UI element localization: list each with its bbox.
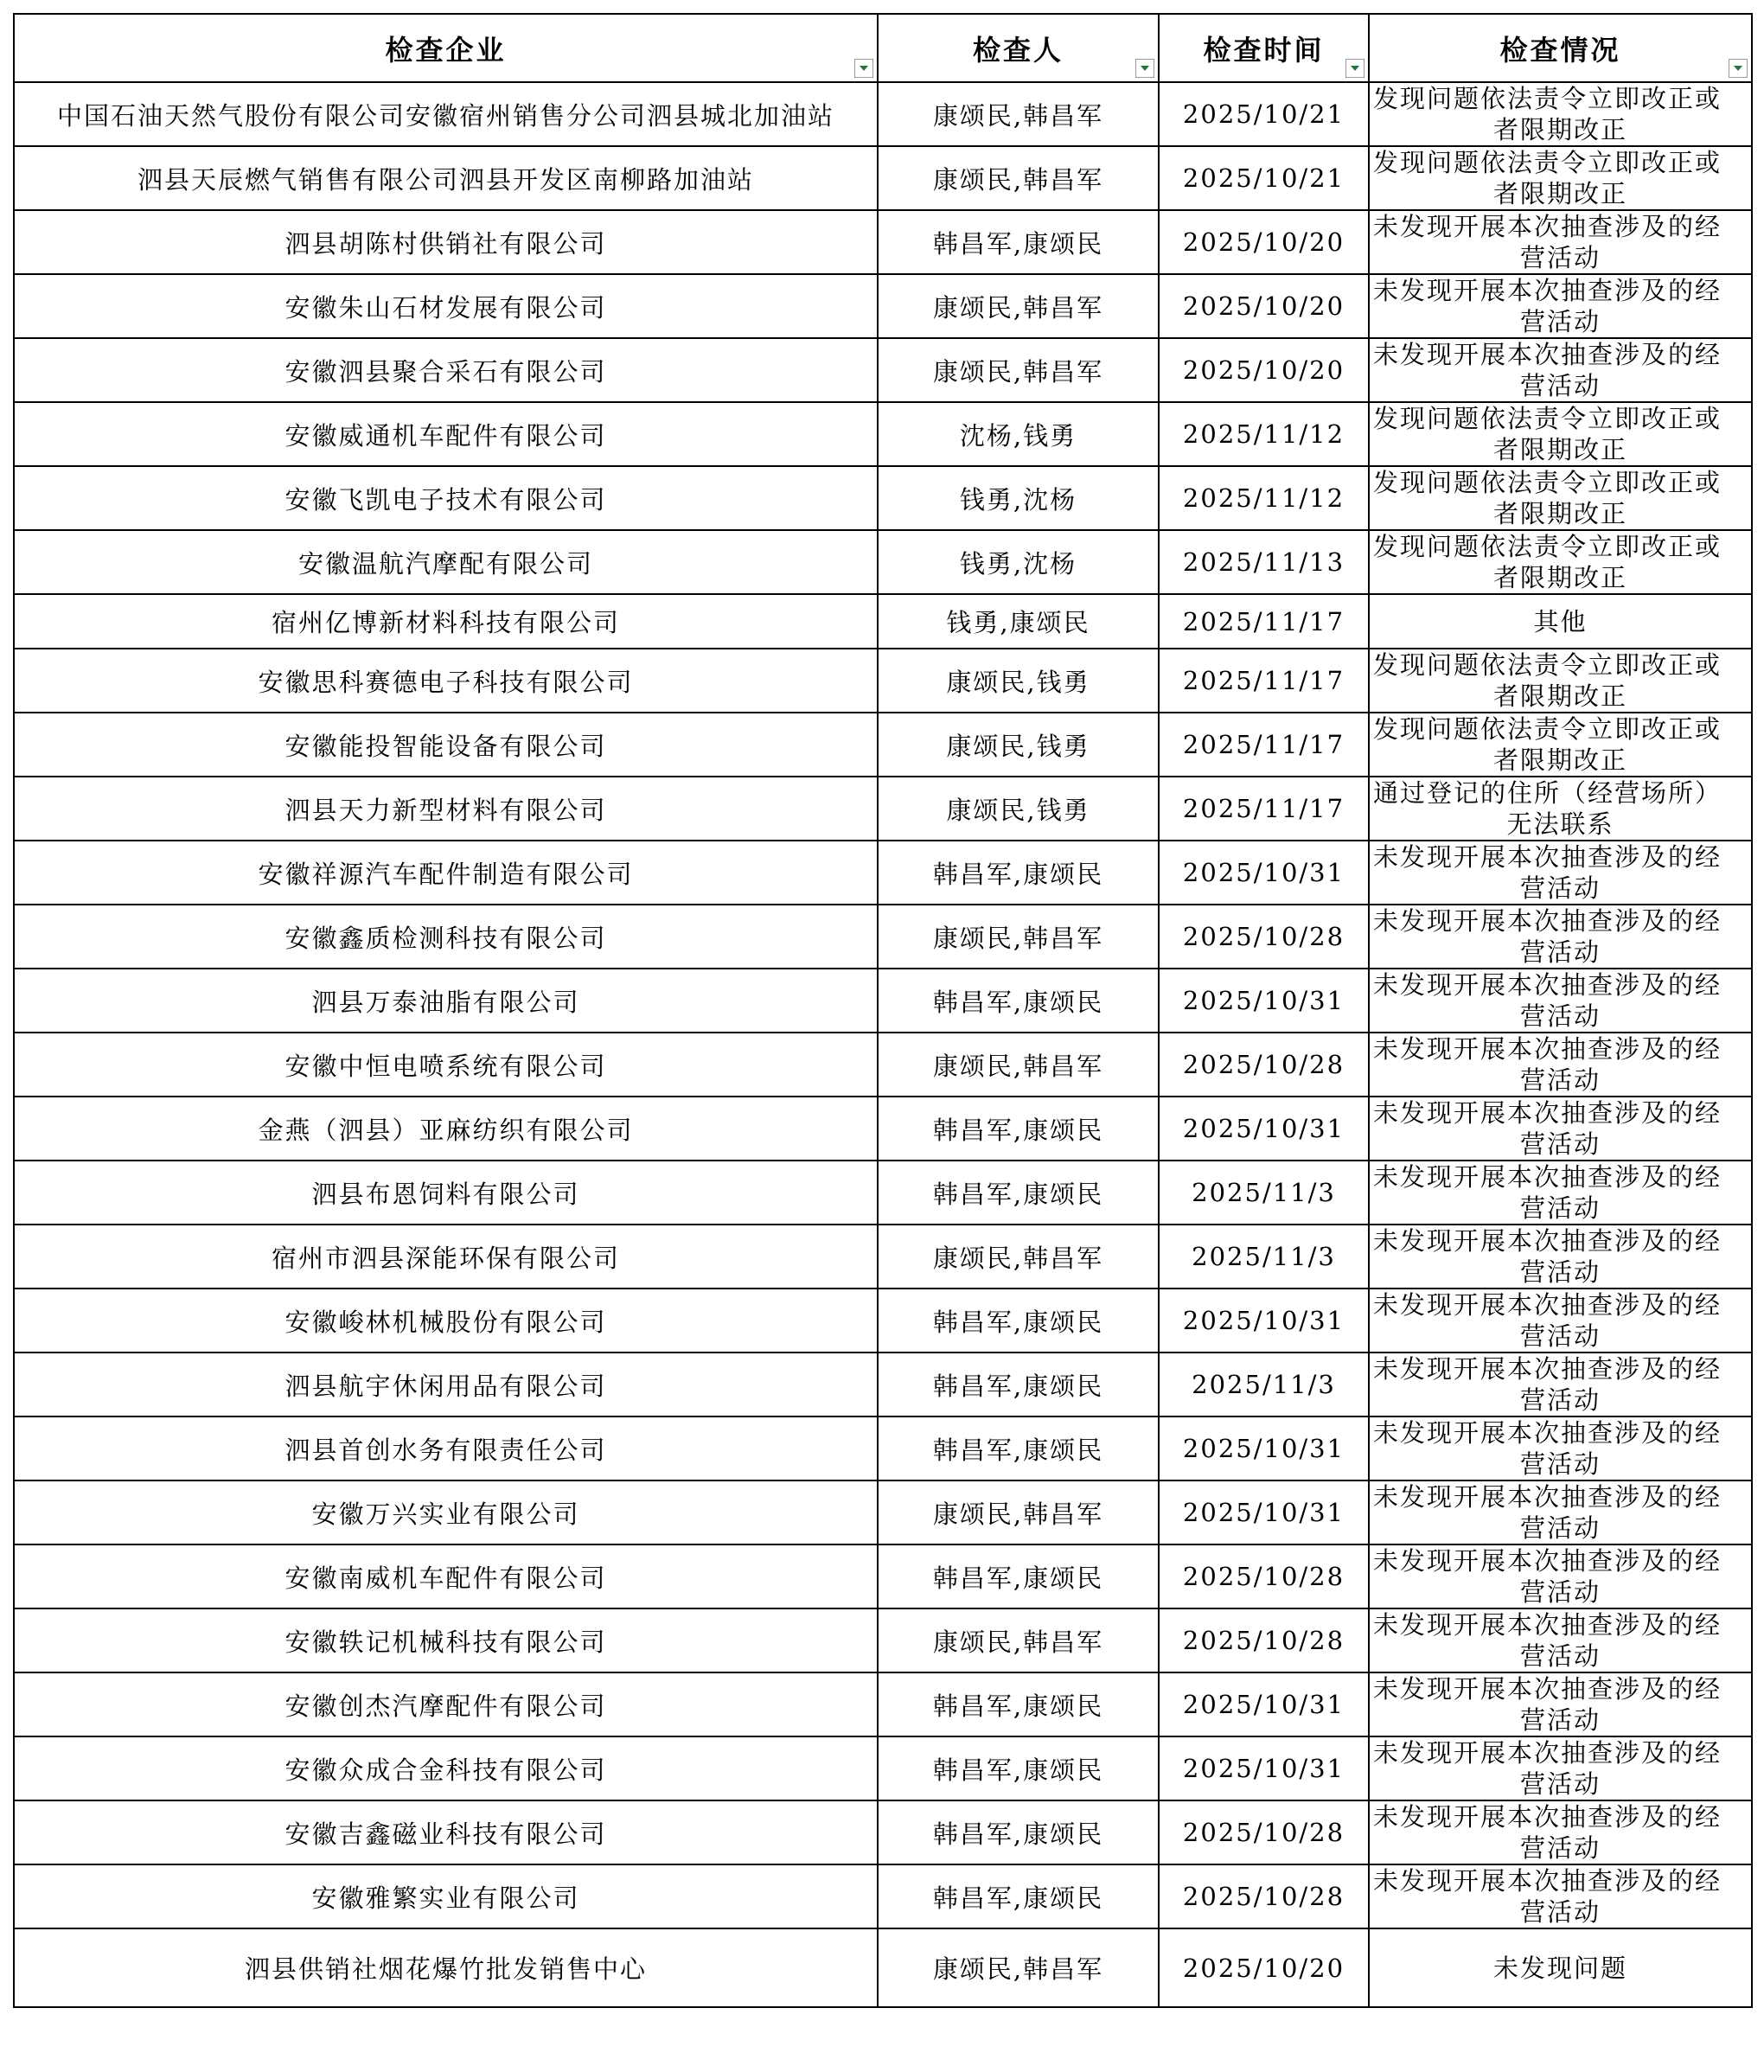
date-cell[interactable]: 2025/11/17 [1159,649,1369,713]
date-cell[interactable]: 2025/10/28 [1159,1864,1369,1928]
inspectors-cell[interactable]: 韩昌军,康颂民 [878,210,1159,274]
inspectors-cell[interactable]: 康颂民,韩昌军 [878,1608,1159,1672]
status-line: 未发现开展本次抽查涉及的经 [1373,1802,1722,1832]
date-cell[interactable]: 2025/10/21 [1159,82,1369,146]
table-row [14,1097,1752,1161]
status-line: 通过登记的住所（经营场所） [1373,778,1722,808]
status-cell[interactable] [1369,905,1752,969]
status-cell[interactable] [1369,82,1752,146]
table-row [14,1161,1752,1225]
status-cell[interactable] [1369,969,1752,1033]
status-line: 未发现开展本次抽查涉及的经 [1373,212,1722,241]
status-cell[interactable] [1369,1353,1752,1417]
date-cell[interactable]: 2025/11/17 [1159,594,1369,649]
status-line: 营活动 [1519,937,1601,967]
status-cell[interactable] [1369,338,1752,402]
table-row [14,530,1752,594]
status-line: 营活动 [1519,307,1601,336]
date-cell[interactable]: 2025/11/12 [1159,402,1369,466]
status-cell[interactable] [1369,1608,1752,1672]
inspectors-cell[interactable]: 康颂民,韩昌军 [878,1480,1159,1544]
status-line: 营活动 [1519,1833,1601,1863]
table-row [14,1928,1752,2007]
status-line: 营活动 [1519,1193,1601,1223]
inspectors-cell[interactable]: 康颂民,钱勇 [878,649,1159,713]
status-line: 发现问题依法责令立即改正或 [1373,650,1722,680]
company-cell[interactable]: 安徽泗县聚合采石有限公司 [14,338,878,402]
status-line: 者限期改正 [1492,435,1627,464]
inspectors-cell[interactable]: 韩昌军,康颂民 [878,1289,1159,1353]
table-row [14,1608,1752,1672]
status-cell[interactable] [1369,1097,1752,1161]
header-status-label: 检查情况 [1499,33,1621,67]
status-line: 营活动 [1519,1769,1601,1799]
status-cell[interactable] [1369,402,1752,466]
date-cell[interactable]: 2025/11/3 [1159,1161,1369,1225]
company-cell[interactable]: 泗县航宇休闲用品有限公司 [14,1353,878,1417]
inspectors-cell[interactable]: 韩昌军,康颂民 [878,1161,1159,1225]
status-cell[interactable] [1369,594,1752,649]
status-line: 未发现开展本次抽查涉及的经 [1373,1226,1722,1256]
table-row [14,649,1752,713]
company-cell[interactable]: 安徽思科赛德电子科技有限公司 [14,649,878,713]
date-cell[interactable]: 2025/10/28 [1159,1544,1369,1608]
date-cell[interactable]: 2025/10/31 [1159,1097,1369,1161]
inspectors-cell[interactable]: 康颂民,韩昌军 [878,1225,1159,1289]
date-cell[interactable]: 2025/11/17 [1159,777,1369,841]
status-cell[interactable] [1369,1033,1752,1097]
status-line: 未发现开展本次抽查涉及的经 [1373,1866,1722,1896]
table-row [14,841,1752,905]
header-row [14,14,1752,82]
company-cell[interactable]: 安徽创杰汽摩配件有限公司 [14,1672,878,1736]
company-cell[interactable]: 安徽万兴实业有限公司 [14,1480,878,1544]
header-inspectors [878,14,1159,82]
company-cell[interactable]: 安徽朱山石材发展有限公司 [14,274,878,338]
table-row [14,1736,1752,1800]
date-cell[interactable]: 2025/10/28 [1159,1033,1369,1097]
date-cell[interactable]: 2025/10/28 [1159,1800,1369,1864]
status-line: 营活动 [1519,1065,1601,1095]
inspectors-cell[interactable]: 康颂民,韩昌军 [878,1033,1159,1097]
status-line: 营活动 [1519,873,1601,903]
status-line: 营活动 [1519,1897,1601,1927]
table-row [14,210,1752,274]
status-line: 者限期改正 [1492,745,1627,775]
status-line: 营活动 [1519,1321,1601,1351]
company-cell[interactable]: 泗县首创水务有限责任公司 [14,1417,878,1480]
inspectors-cell[interactable]: 韩昌军,康颂民 [878,1544,1159,1608]
table-row [14,1544,1752,1608]
date-cell[interactable]: 2025/10/20 [1159,338,1369,402]
company-cell[interactable]: 安徽能投智能设备有限公司 [14,713,878,777]
inspectors-cell[interactable]: 康颂民,韩昌军 [878,146,1159,210]
table-row [14,1864,1752,1928]
status-line: 未发现开展本次抽查涉及的经 [1373,906,1722,936]
status-line: 发现问题依法责令立即改正或 [1373,84,1722,113]
company-cell[interactable]: 安徽中恒电喷系统有限公司 [14,1033,878,1097]
status-cell[interactable] [1369,1417,1752,1480]
status-cell[interactable] [1369,1800,1752,1864]
filter-dropdown-icon[interactable] [1729,59,1748,78]
status-line: 发现问题依法责令立即改正或 [1373,714,1722,744]
inspectors-cell[interactable]: 韩昌军,康颂民 [878,1353,1159,1417]
status-cell[interactable] [1369,713,1752,777]
company-cell[interactable]: 中国石油天然气股份有限公司安徽宿州销售分公司泗县城北加油站 [14,82,878,146]
date-cell[interactable]: 2025/10/31 [1159,969,1369,1033]
status-line: 发现问题依法责令立即改正或 [1373,404,1722,433]
status-cell[interactable] [1369,649,1752,713]
inspectors-cell[interactable]: 钱勇,康颂民 [878,594,1159,649]
status-cell[interactable] [1369,1225,1752,1289]
company-cell[interactable]: 金燕（泗县）亚麻纺织有限公司 [14,1097,878,1161]
date-cell[interactable]: 2025/10/21 [1159,146,1369,210]
header-status [1369,14,1752,82]
company-cell[interactable]: 泗县布恩饲料有限公司 [14,1161,878,1225]
inspectors-cell[interactable]: 康颂民,韩昌军 [878,338,1159,402]
date-cell[interactable]: 2025/10/31 [1159,841,1369,905]
header-company [14,14,878,82]
company-cell[interactable]: 安徽祥源汽车配件制造有限公司 [14,841,878,905]
company-cell[interactable]: 安徽温航汽摩配有限公司 [14,530,878,594]
inspectors-cell[interactable]: 韩昌军,康颂民 [878,1736,1159,1800]
table-row [14,82,1752,146]
status-cell[interactable] [1369,1736,1752,1800]
table-row [14,713,1752,777]
status-line: 未发现开展本次抽查涉及的经 [1373,1098,1722,1128]
header-date-label: 检查时间 [1203,33,1325,67]
date-cell[interactable]: 2025/10/20 [1159,274,1369,338]
filter-dropdown-icon[interactable] [1345,59,1365,78]
inspectors-cell[interactable]: 韩昌军,康颂民 [878,1672,1159,1736]
inspectors-cell[interactable]: 康颂民,韩昌军 [878,1928,1159,2007]
status-line: 发现问题依法责令立即改正或 [1373,148,1722,177]
status-line: 营活动 [1519,243,1601,272]
status-cell[interactable] [1369,1928,1752,2007]
status-line: 者限期改正 [1492,179,1627,208]
status-line: 未发现开展本次抽查涉及的经 [1373,1610,1722,1640]
table-row [14,777,1752,841]
status-line: 者限期改正 [1492,499,1627,528]
table-row [14,274,1752,338]
status-line: 营活动 [1519,1001,1601,1031]
status-line: 营活动 [1519,1257,1601,1287]
status-line: 发现问题依法责令立即改正或 [1373,532,1722,561]
table-row [14,146,1752,210]
inspectors-cell[interactable]: 韩昌军,康颂民 [878,1417,1159,1480]
table-row [14,1353,1752,1417]
status-line: 营活动 [1519,1129,1601,1159]
inspectors-cell[interactable]: 康颂民,韩昌军 [878,274,1159,338]
company-cell[interactable]: 安徽雅繁实业有限公司 [14,1864,878,1928]
status-cell[interactable] [1369,1480,1752,1544]
date-cell[interactable]: 2025/10/31 [1159,1672,1369,1736]
filter-dropdown-icon[interactable] [1135,59,1154,78]
table-row [14,338,1752,402]
date-cell[interactable]: 2025/11/12 [1159,466,1369,530]
status-line: 未发现开展本次抽查涉及的经 [1373,1354,1722,1384]
date-cell[interactable]: 2025/11/17 [1159,713,1369,777]
status-line: 未发现开展本次抽查涉及的经 [1373,1034,1722,1064]
table-row [14,969,1752,1033]
inspectors-cell[interactable]: 韩昌军,康颂民 [878,1097,1159,1161]
inspectors-cell[interactable]: 韩昌军,康颂民 [878,1864,1159,1928]
status-line: 者限期改正 [1492,681,1627,711]
table-row [14,905,1752,969]
status-line: 未发现开展本次抽查涉及的经 [1373,1418,1722,1448]
status-cell[interactable] [1369,146,1752,210]
inspection-table [13,13,1753,2008]
status-line: 营活动 [1519,1385,1601,1415]
status-line: 未发现开展本次抽查涉及的经 [1373,340,1722,369]
company-cell[interactable]: 安徽飞凯电子技术有限公司 [14,466,878,530]
status-line: 无法联系 [1506,809,1614,839]
status-line: 营活动 [1519,371,1601,400]
inspectors-cell[interactable]: 沈杨,钱勇 [878,402,1159,466]
company-cell[interactable]: 泗县万泰油脂有限公司 [14,969,878,1033]
date-cell[interactable]: 2025/10/20 [1159,1928,1369,2007]
table-row [14,1672,1752,1736]
company-cell[interactable]: 安徽轶记机械科技有限公司 [14,1608,878,1672]
table-row [14,1417,1752,1480]
table-row [14,1800,1752,1864]
status-line: 未发现开展本次抽查涉及的经 [1373,1546,1722,1576]
date-cell[interactable]: 2025/11/3 [1159,1225,1369,1289]
date-cell[interactable]: 2025/11/13 [1159,530,1369,594]
status-cell[interactable] [1369,274,1752,338]
company-cell[interactable]: 宿州市泗县深能环保有限公司 [14,1225,878,1289]
inspectors-cell[interactable]: 钱勇,沈杨 [878,530,1159,594]
status-line: 未发现开展本次抽查涉及的经 [1373,1162,1722,1192]
company-cell[interactable]: 安徽峻林机械股份有限公司 [14,1289,878,1353]
company-cell[interactable]: 安徽众成合金科技有限公司 [14,1736,878,1800]
company-cell[interactable]: 安徽鑫质检测科技有限公司 [14,905,878,969]
date-cell[interactable]: 2025/10/28 [1159,1608,1369,1672]
filter-dropdown-icon[interactable] [854,59,873,78]
status-cell[interactable] [1369,210,1752,274]
inspectors-cell[interactable]: 康颂民,钱勇 [878,713,1159,777]
status-line: 未发现开展本次抽查涉及的经 [1373,970,1722,1000]
table-row [14,1289,1752,1353]
status-line: 未发现开展本次抽查涉及的经 [1373,1290,1722,1320]
status-line: 者限期改正 [1492,563,1627,592]
status-cell[interactable] [1369,841,1752,905]
company-cell[interactable]: 宿州亿博新材料科技有限公司 [14,594,878,649]
date-cell[interactable]: 2025/10/31 [1159,1480,1369,1544]
status-line: 未发现开展本次抽查涉及的经 [1373,276,1722,305]
inspectors-cell[interactable]: 韩昌军,康颂民 [878,841,1159,905]
status-line: 未发现开展本次抽查涉及的经 [1373,1674,1722,1704]
status-cell[interactable] [1369,777,1752,841]
status-cell[interactable] [1369,530,1752,594]
inspectors-cell[interactable]: 康颂民,韩昌军 [878,905,1159,969]
status-line: 营活动 [1519,1641,1601,1671]
status-cell[interactable] [1369,1864,1752,1928]
company-cell[interactable]: 泗县胡陈村供销社有限公司 [14,210,878,274]
inspectors-cell[interactable]: 韩昌军,康颂民 [878,1800,1159,1864]
table-row [14,402,1752,466]
company-cell[interactable]: 安徽南威机车配件有限公司 [14,1544,878,1608]
status-cell[interactable] [1369,1161,1752,1225]
date-cell[interactable]: 2025/10/20 [1159,210,1369,274]
header-company-label: 检查企业 [385,33,507,67]
date-cell[interactable]: 2025/10/31 [1159,1736,1369,1800]
table-row [14,1225,1752,1289]
status-line: 者限期改正 [1492,115,1627,144]
inspectors-cell[interactable]: 康颂民,韩昌军 [878,82,1159,146]
company-cell[interactable]: 泗县天辰燃气销售有限公司泗县开发区南柳路加油站 [14,146,878,210]
status-line: 发现问题依法责令立即改正或 [1373,468,1722,497]
status-line: 未发现开展本次抽查涉及的经 [1373,1482,1722,1512]
table-body [14,82,1752,2007]
date-cell[interactable]: 2025/10/31 [1159,1289,1369,1353]
company-cell[interactable]: 泗县天力新型材料有限公司 [14,777,878,841]
status-cell[interactable] [1369,1672,1752,1736]
status-line: 其他 [1533,606,1588,636]
status-line: 未发现开展本次抽查涉及的经 [1373,842,1722,872]
status-line: 营活动 [1519,1449,1601,1479]
company-cell[interactable]: 安徽吉鑫磁业科技有限公司 [14,1800,878,1864]
table-row [14,1480,1752,1544]
status-line: 营活动 [1519,1577,1601,1607]
date-cell[interactable]: 2025/10/31 [1159,1417,1369,1480]
status-line: 营活动 [1519,1513,1601,1543]
inspectors-cell[interactable]: 韩昌军,康颂民 [878,969,1159,1033]
status-cell[interactable] [1369,466,1752,530]
header-date [1159,14,1369,82]
date-cell[interactable]: 2025/10/28 [1159,905,1369,969]
status-line: 未发现问题 [1492,1953,1627,1983]
status-line: 未发现开展本次抽查涉及的经 [1373,1738,1722,1768]
table-row [14,1033,1752,1097]
date-cell[interactable]: 2025/11/3 [1159,1353,1369,1417]
table-row [14,594,1752,649]
company-cell[interactable]: 安徽威通机车配件有限公司 [14,402,878,466]
status-line: 营活动 [1519,1705,1601,1735]
status-cell[interactable] [1369,1544,1752,1608]
inspectors-cell[interactable]: 钱勇,沈杨 [878,466,1159,530]
table-row [14,466,1752,530]
inspectors-cell[interactable]: 康颂民,钱勇 [878,777,1159,841]
status-cell[interactable] [1369,1289,1752,1353]
header-inspectors-label: 检查人 [972,33,1064,67]
company-cell[interactable]: 泗县供销社烟花爆竹批发销售中心 [14,1928,878,2007]
